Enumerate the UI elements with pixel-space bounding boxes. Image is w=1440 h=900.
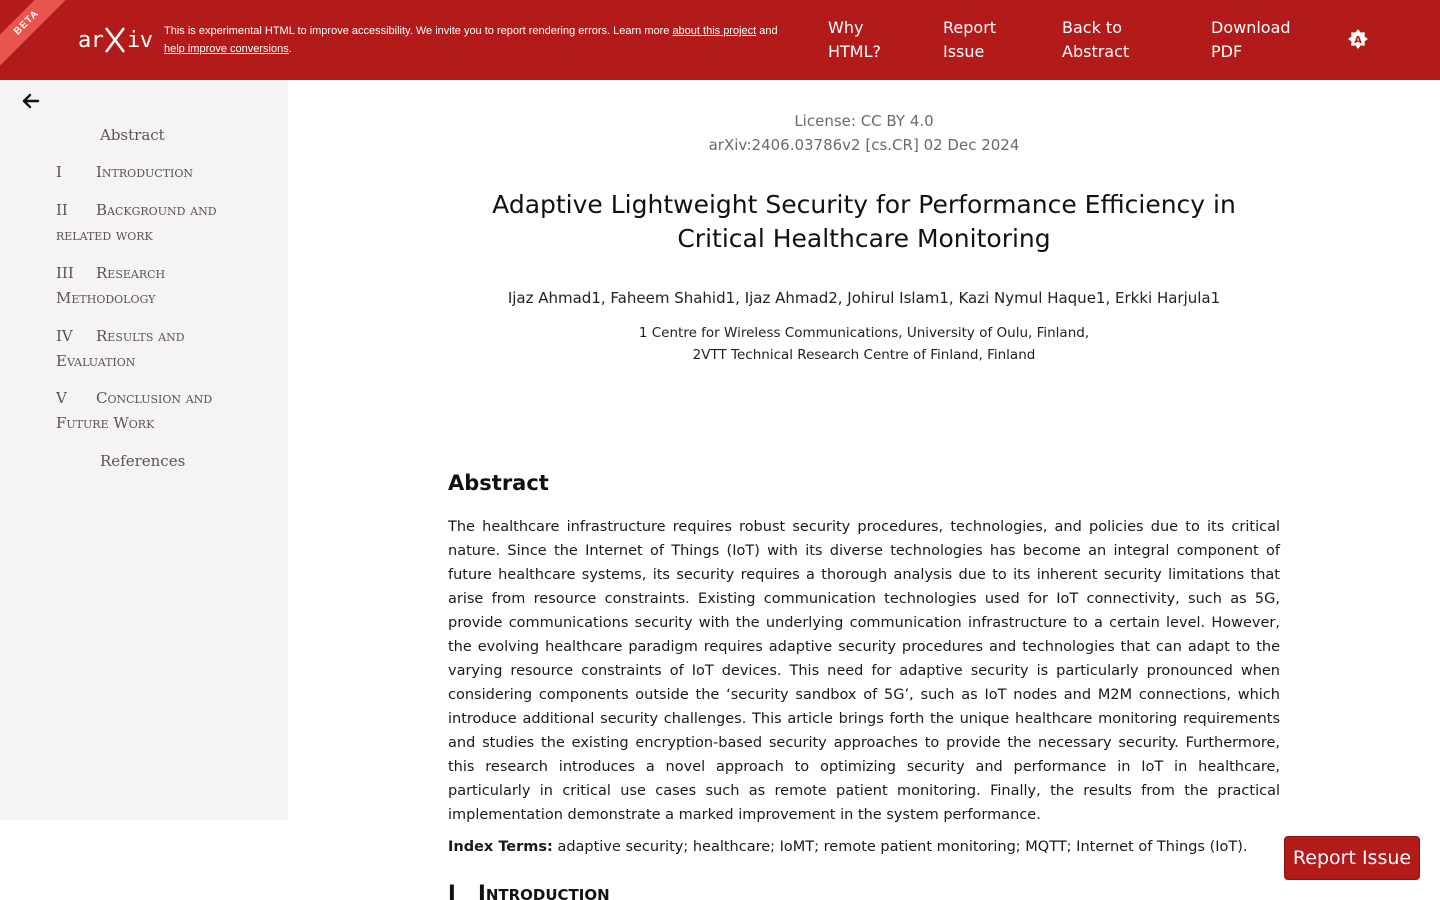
nav-report-issue[interactable]: Report Issue bbox=[943, 18, 997, 61]
arxiv-identifier: arXiv:2406.03786v2 [cs.CR] 02 Dec 2024 bbox=[708, 136, 1020, 154]
toc-number: IV bbox=[56, 327, 73, 345]
section-number: I bbox=[448, 881, 456, 900]
affiliation-1: 1 Centre for Wireless Communications, University of Oulu, Finland, bbox=[638, 325, 1090, 341]
nav-back-to-abstract[interactable]: Back to Abstract bbox=[1062, 18, 1130, 61]
arxiv-logo[interactable] bbox=[78, 22, 152, 58]
author-list: Ijaz Ahmad1, Faheem Shahid1, Ijaz Ahmad2, Johirul Islam1, Kazi Nymul Haque1, Erkki Harjula1 bbox=[507, 289, 1221, 307]
paper-title: Adaptive Lightweight Security for Performance Efficiency in Critical Healthcare Monitoring bbox=[492, 190, 1236, 253]
toc-item-abstract[interactable] bbox=[100, 123, 165, 148]
section-title: Introduction bbox=[478, 881, 610, 900]
index-terms bbox=[448, 835, 1280, 859]
toc-label: Results and Evaluation bbox=[56, 327, 185, 370]
toc-item-references[interactable] bbox=[100, 449, 185, 474]
toc-label: References bbox=[100, 452, 186, 470]
toc-item-introduction[interactable] bbox=[56, 160, 266, 185]
beta-ribbon: BETA bbox=[0, 0, 74, 70]
toc-number: I bbox=[56, 163, 62, 181]
top-banner bbox=[0, 0, 1440, 80]
index-terms-label: Index Terms: bbox=[448, 839, 553, 855]
toc-number: V bbox=[56, 389, 67, 407]
toc-label: Conclusion and Future Work bbox=[56, 389, 213, 432]
toc-label: Introduction bbox=[96, 163, 194, 181]
html-notice bbox=[164, 22, 804, 58]
svg-text:iv: iv bbox=[127, 28, 152, 53]
improve-conversions-link[interactable]: help improve conversions bbox=[164, 43, 289, 55]
toc-item-methodology[interactable] bbox=[56, 261, 246, 311]
theme-toggle-icon[interactable] bbox=[1347, 28, 1369, 50]
section-heading-introduction bbox=[448, 878, 610, 900]
svg-text:ar: ar bbox=[78, 28, 104, 53]
toc-sidebar bbox=[0, 80, 288, 820]
notice-end: . bbox=[288, 43, 292, 55]
license-text: License: CC BY 4.0 bbox=[794, 112, 934, 130]
toc-label: Background and related work bbox=[56, 201, 217, 244]
collapse-toc-arrow-icon[interactable] bbox=[20, 90, 42, 112]
notice-and: and bbox=[756, 25, 778, 37]
toc-item-results[interactable] bbox=[56, 324, 246, 374]
toc-number: II bbox=[56, 201, 68, 219]
nav-why-html[interactable]: Why HTML? bbox=[828, 18, 882, 61]
svg-text:A: A bbox=[1354, 35, 1362, 46]
affiliation-2: 2VTT Technical Research Centre of Finland, Finland bbox=[692, 347, 1036, 363]
notice-text: This is experimental HTML to improve accessibility. We invite you to report rendering errors. Learn more bbox=[164, 25, 673, 37]
toc-label: Research Methodology bbox=[56, 264, 166, 307]
abstract-text: The healthcare infrastructure requires robust security procedures, technologies, and policies due to its critical nature. Since the Internet of Things (IoT) with its diverse technologies has become an integral component of future healthcare systems, its security requires a thorough analysis due to its inherent security limitations that arise from resource constraints. Existing communication technologies used for IoT connectivity, such as 5G, provide communications security with the underlying communication infrastructure to a certain level. However, the evolving healthcare paradigm requires adaptive security procedures and technologies that can adapt to the varying resource constraints of IoT devices. This need for adaptive security is particularly pronounced when considering components outside the ‘security sandbox of 5G’, such as IoT nodes and M2M connections, which introduce additional security challenges. This article brings forth the unique healthcare monitoring requirements and studies the existing encryption-based security approaches to provide the necessary security. Furthermore, this research introduces a novel approach to optimizing security and performance in IoT in healthcare, particularly in critical use cases such as remote patient monitoring. Finally, the results from the practical implementation demonstrate a marked improvement in the system performance. bbox=[448, 519, 1280, 823]
toc-item-conclusion[interactable] bbox=[56, 386, 256, 436]
report-issue-button[interactable]: Report Issue bbox=[1284, 836, 1420, 880]
toc-label: Abstract bbox=[100, 126, 165, 144]
nav-download-pdf[interactable]: Download PDF bbox=[1211, 18, 1291, 61]
index-terms-value: adaptive security; healthcare; IoMT; remote patient monitoring; MQTT; Internet of Things (IoT). bbox=[557, 839, 1248, 855]
abstract-heading: Abstract bbox=[448, 471, 549, 495]
toc-number: III bbox=[56, 264, 74, 282]
toc-item-background[interactable] bbox=[56, 198, 266, 248]
about-project-link[interactable]: about this project bbox=[672, 25, 757, 37]
